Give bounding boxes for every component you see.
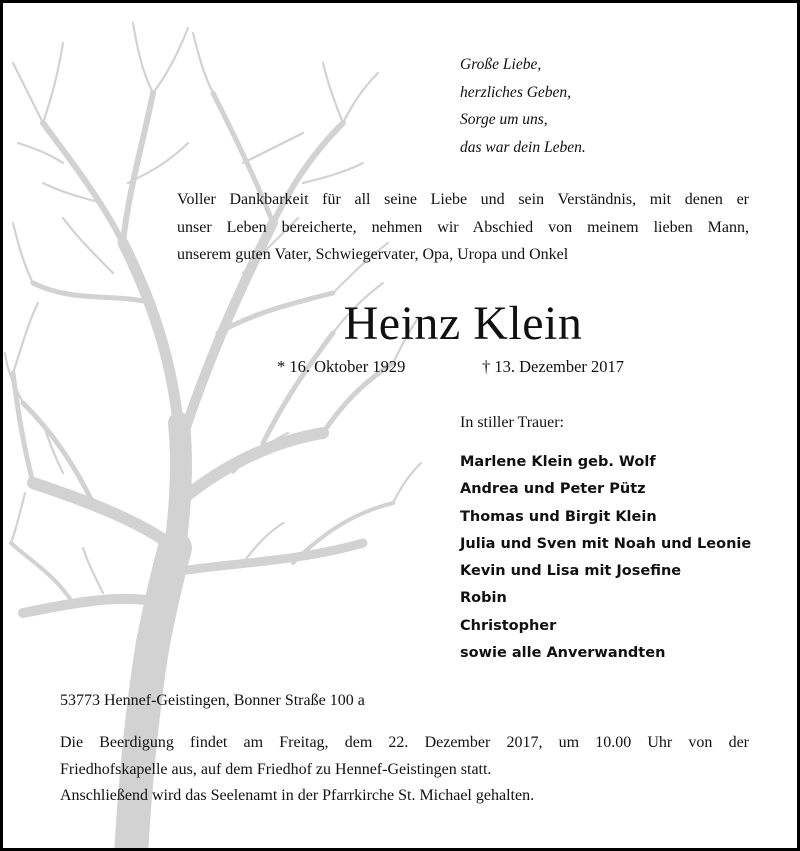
mourner-name: Marlene Klein geb. Wolf [460, 454, 656, 470]
poem [460, 51, 586, 161]
intro-line: unser Leben bereicherte, nehmen wir Abschied von meinem lieben Mann, [177, 218, 749, 236]
funeral-line: Die Beerdigung findet am Freitag, dem 22. Dezember 2017, um 10.00 Uhr von der [60, 734, 749, 751]
funeral-line: Anschließend wird das Seelenamt in der Pfarrkirche St. Michael gehalten. [60, 787, 535, 804]
mourner-name: Christopher [460, 617, 557, 634]
poem-line: das war dein Leben. [460, 138, 586, 156]
intro-line: unserem guten Vater, Schwiegervater, Opa, Uropa und Onkel [177, 246, 569, 263]
deceased-name: Heinz Klein [343, 297, 583, 350]
mourner-name: sowie alle Anverwandten [460, 645, 666, 662]
mourner-name: Julia und Sven mit Noah und Leonie [460, 535, 752, 552]
tree-illustration [3, 3, 423, 851]
birth-date: * 16. Oktober 1929 [277, 357, 406, 376]
mourners-list [460, 449, 751, 667]
mourner-name: Robin [460, 590, 507, 607]
poem-line: Sorge um uns, [460, 111, 548, 128]
poem-line: herzliches Geben, [460, 83, 572, 101]
mourner-name: Kevin und Lisa mit Josefine [460, 563, 682, 580]
death-date: † 13. Dezember 2017 [482, 357, 625, 376]
funeral-notice [60, 730, 749, 810]
mourner-name: Thomas und Birgit Klein [460, 508, 657, 525]
poem-line: Große Liebe, [460, 56, 542, 73]
address: 53773 Hennef-Geistingen, Bonner Straße 100 a [60, 692, 365, 709]
intro-text [177, 186, 749, 269]
mourning-label: In stiller Trauer: [460, 414, 564, 431]
funeral-line: Friedhofskapelle aus, auf dem Friedhof zu Hennef-Geistingen statt. [60, 760, 492, 778]
mourner-name: Andrea und Peter Pütz [460, 481, 646, 498]
intro-line: Voller Dankbarkeit für all seine Liebe und sein Verständnis, mit denen er [177, 191, 749, 208]
